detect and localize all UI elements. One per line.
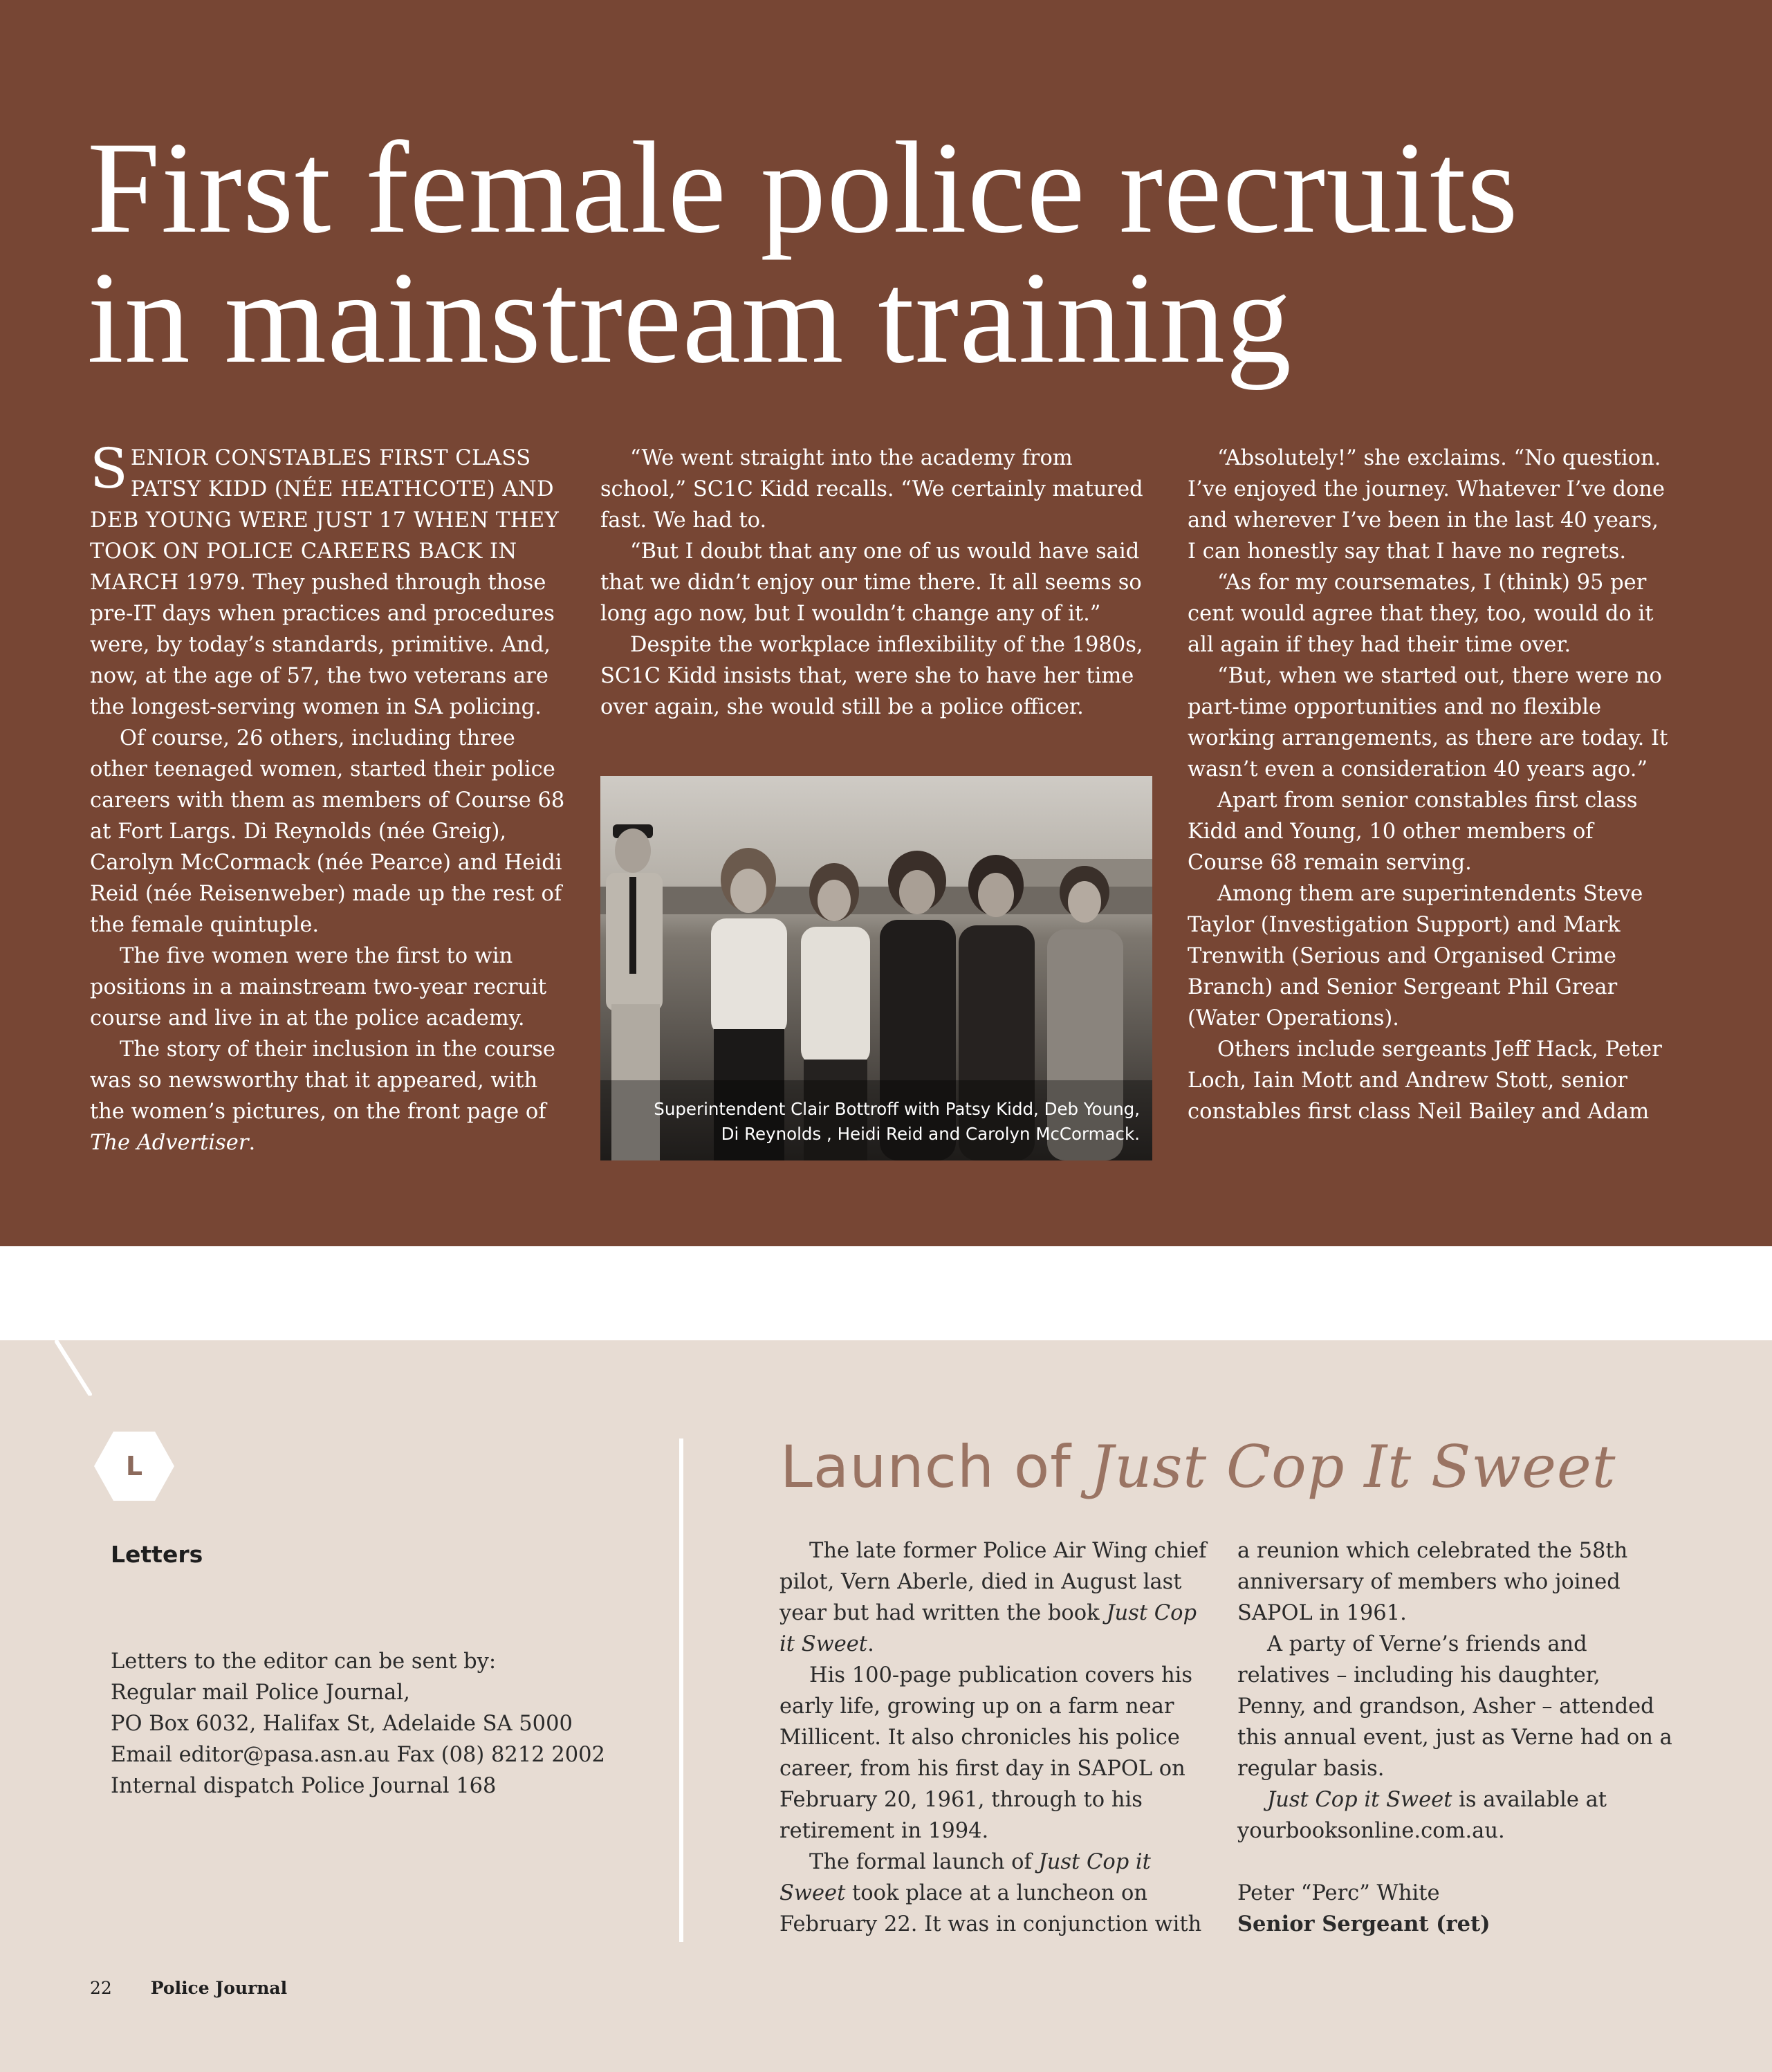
article-paragraph: Of course, 26 others, including three other teenaged women, started their police careers with them as members of Course 68 at Fort Largs. Di Reynolds (née Greig), Carolyn McCormack (née Pearce) and Heidi Reid (née Reisenweber) made up the rest of the female quintuple. xyxy=(90,726,565,937)
launch-paragraph xyxy=(779,1847,1215,1940)
launch-paragraph: His 100-page publication covers his early life, growing up on a farm near Millicent. It also chronicles his police career, from his first day in SAPOL on February 20, 1961, through to his retirement in 1994. xyxy=(779,1663,1193,1843)
text-run: The late former Police Air Wing chief pilot, Vern Aberle, died in August last year but had written the book xyxy=(779,1539,1207,1625)
letters-title: Letters xyxy=(111,1541,203,1568)
drop-cap: S xyxy=(90,436,128,501)
article-paragraph xyxy=(90,1034,567,1158)
publication-name: Police Journal xyxy=(150,1978,288,1998)
article-lead-paragraph xyxy=(90,436,567,723)
letters-line: Regular mail Police Journal, xyxy=(111,1681,410,1705)
publication-title-italic: The Advertiser xyxy=(90,1131,249,1155)
text-run: took place at a luncheon on February 22. It was in conjunction with xyxy=(779,1881,1202,1936)
launch-title-italic: Just Cop It Sweet xyxy=(1090,1433,1616,1501)
letters-line: Email editor@pasa.asn.au Fax (08) 8212 2002 xyxy=(111,1743,605,1767)
letters-contact-info xyxy=(111,1646,664,1802)
signature-name: Peter “Perc” White xyxy=(1237,1881,1440,1905)
article-paragraph: The five women were the first to win positions in a mainstream two-year recruit course and live in at the police academy. xyxy=(90,944,547,1030)
article-paragraph: Among them are superintendents Steve Taylor (Investigation Support) and Mark Trenwith (Serious and Organised Crime Branch) and Senior Sergeant Phil Grear (Water Operations). xyxy=(1188,882,1643,1030)
text-run: The formal launch of xyxy=(809,1850,1039,1874)
text-run: The story of their inclusion in the course was so newsworthy that it appeared, with the women’s pictures, on the front page of xyxy=(90,1037,555,1124)
headline-line-2: in mainstream training xyxy=(87,246,1293,391)
decorative-slash-icon xyxy=(48,1340,104,1396)
text-run: . xyxy=(867,1632,874,1656)
group-photo xyxy=(600,776,1152,1160)
article-column-1 xyxy=(90,436,567,1158)
launch-paragraph: a reunion which celebrated the 58th anniversary of members who joined SAPOL in 1961. xyxy=(1237,1539,1628,1625)
article-paragraph: “Absolutely!” she exclaims. “No question. I’ve enjoyed the journey. Whatever I’ve done and wherever I’ve been in the last 40 years, I can honestly say that I have no regrets. xyxy=(1188,446,1665,564)
article-paragraph: Despite the workplace inflexibility of the 1980s, SC1C Kidd insists that, were she to have her time over again, she would still be a police officer. xyxy=(600,633,1143,719)
section-separator xyxy=(0,1246,1772,1340)
hexagon-badge-letter: L xyxy=(125,1451,143,1481)
article-paragraph: “As for my coursemates, I (think) 95 per cent would agree that they, too, would do it all again if they had their time over. xyxy=(1188,571,1654,657)
letters-line: PO Box 6032, Halifax St, Adelaide SA 5000 xyxy=(111,1712,573,1736)
photo-caption xyxy=(614,1097,1140,1147)
headline-line-1: First female police recruits xyxy=(87,115,1519,261)
book-title-italic: Just Cop it Sweet xyxy=(1267,1788,1452,1812)
page-footer xyxy=(90,1978,287,1998)
letters-line: Letters to the editor can be sent by: xyxy=(111,1649,497,1674)
column-divider xyxy=(679,1439,683,1942)
text-run: . xyxy=(248,1131,256,1155)
launch-paragraph: A party of Verne’s friends and relatives – including his daughter, Penny, and grandson, Asher – attended this annual event, just as Verne had on a regular basis. xyxy=(1237,1632,1672,1781)
launch-paragraph xyxy=(779,1535,1215,1660)
article-column-2 xyxy=(600,443,1154,723)
article-column-3 xyxy=(1188,443,1672,1127)
article-paragraph: “But, when we started out, there were no part-time opportunities and no flexible working arrangements, as there are today. It wasn’t even a consideration 40 years ago.” xyxy=(1188,664,1668,781)
launch-column-2 xyxy=(1237,1535,1673,1940)
launch-title xyxy=(780,1429,1616,1505)
text-run: is available at yourbooksonline.com.au. xyxy=(1237,1788,1607,1843)
book-title-italic: Just Cop it Sweet xyxy=(779,1601,1197,1656)
article-paragraph: “But I doubt that any one of us would have said that we didn’t enjoy our time there. It all seems so long ago now, but I wouldn’t change any of it.” xyxy=(600,539,1142,626)
photo-caption-line: Superintendent Clair Bottroff with Patsy Kidd, Deb Young, xyxy=(654,1099,1140,1119)
book-title-italic: Just Cop it Sweet xyxy=(779,1850,1151,1905)
launch-column-1 xyxy=(779,1535,1215,1940)
article-paragraph: “We went straight into the academy from school,” SC1C Kidd recalls. “We certainly matured fast. We had to. xyxy=(600,446,1143,533)
headline xyxy=(87,115,1733,391)
page-number: 22 xyxy=(90,1978,112,1998)
lead-caps: ENIOR CONSTABLES FIRST CLASS PATSY KIDD (NÉE HEATHCOTE) AND DEB YOUNG WERE JUST 17 WHEN THEY TOOK ON POLICE CAREERS BACK IN MARCH xyxy=(90,446,560,595)
article-paragraph: Apart from senior constables first class Kidd and Young, 10 other members of Course 68 remain serving. xyxy=(1188,788,1638,875)
letters-line: Internal dispatch Police Journal 168 xyxy=(111,1774,497,1798)
launch-title-plain: Launch of xyxy=(780,1433,1091,1501)
signature-title: Senior Sergeant (ret) xyxy=(1237,1912,1490,1936)
signature-spacer xyxy=(1237,1847,1673,1878)
lead-rest: 1979. They pushed through those pre-IT days when practices and procedures were, by today’s standards, primitive. And, now, at the age of 57, the two veterans are the longest-serving women in SA policing. xyxy=(90,571,555,719)
launch-paragraph xyxy=(1237,1784,1673,1847)
article-paragraph: Others include sergeants Jeff Hack, Peter Loch, Iain Mott and Andrew Stott, senior constables first class Neil Bailey and Adam xyxy=(1188,1037,1662,1124)
photo-caption-line: Di Reynolds , Heidi Reid and Carolyn McCormack. xyxy=(721,1124,1140,1144)
